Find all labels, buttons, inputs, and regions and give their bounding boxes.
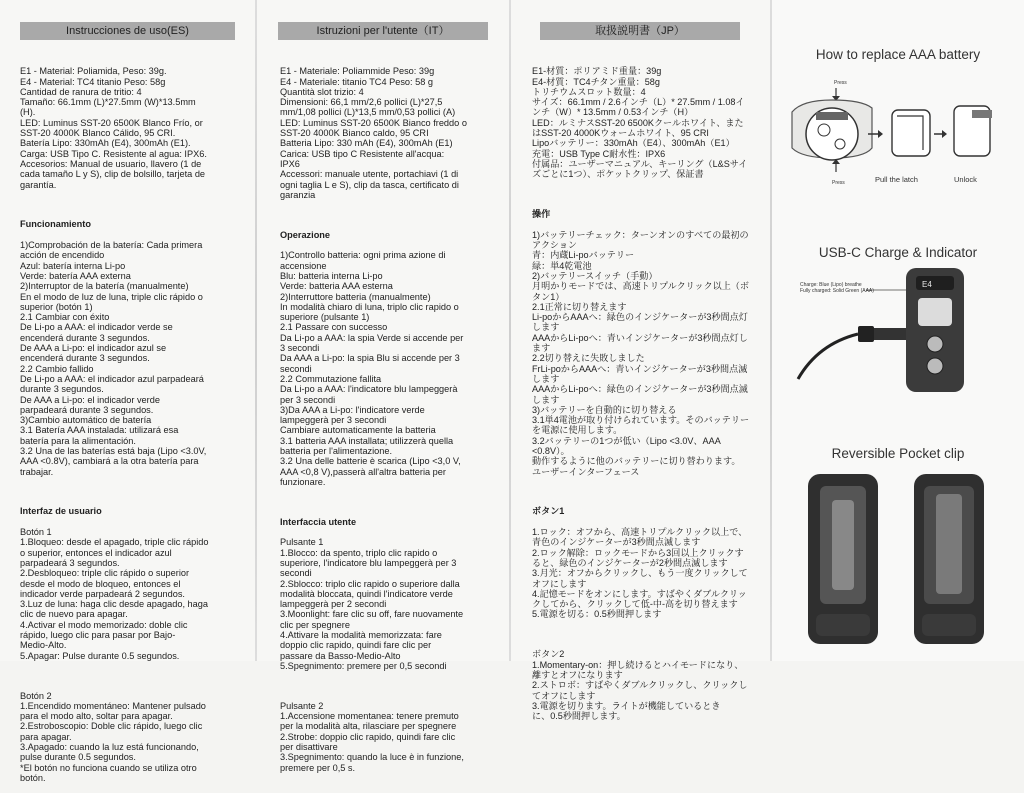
japanese-column [512,0,770,722]
usbc-section-title: USB-C Charge & Indicator [818,245,978,260]
it-op: 1)Controllo batteria: ogni prima azione di accensione Blu: batteria interna Li-po Verde: batteria AAA esterna 2)Interruttore batteria (manualmente) In modalità chiaro di luna, triplo clic rapido o superiore (pulsante 1) 2.1 Passare con successo Da Li-po a AAA: la spia Verde si accende per 3 secondi Da AAA a Li-po: la spia Blu si accende per 3 secondi 2.2 Commutazione fallita Da Li-po a AAA: l'indicatore blu lampeggerà per 3 secondi 3)Da AAA a Li-po: l'indicatore verde lampeggerà per 3 secondi Cambiare automaticamente la batteria 3.1 batteria AAA installata; utilizzerà quella batteria per l'alimentazione. 3.2 Una delle batterie è scarica (Lipo <3,0 V, AAA <0,8 V),passerà all'altra batteria per funzionare. [280,250,464,487]
jp-b1: 1.ロック：オフから、高速トリプルクリック以上で、 青色のインジケーターが3秒間点滅します 2.ロック解除：ロックモードから3回以上クリックす ると、緑色のインジケーターが2秒間点滅します 3.月光：オフからクリックし、もう一度クリックして オフにします 4.記憶モードをオンにします。すばやくダブルクリッ クしてから、クリックして低-中-高を切り替えます 5.電源を切る：0.5秒間押します [532,527,748,620]
fold-line [255,0,257,661]
usb-cable-wire [798,334,858,379]
button-2-icon [927,358,943,374]
jp-op-title: 操作 [532,209,551,220]
it-ui: Pulsante 1 1.Blocco: da spento, triplo clic rapido o superiore, l'indicatore blu lampeggerà per 3 secondi 2.Sblocco: triplo clic rapido o superiore dalla modalità bloccata, quindi l'indicatore verde lampeggerà per 2 secondi 3.Moonlight: fare clic su off, fare nuovamente clic per spegnere 4.Attivare la modalità memorizzata: fare doppio clic rapido, quindi fare clic per passare da Basso-Medio-Alto 5.Spegnimento: premere per 0,5 secondi [280,537,464,671]
es-func-title: Funcionamiento [20,219,91,230]
press-label-top: Press [834,80,847,86]
es-ui: Botón 1 1.Bloqueo: desde el apagado, triple clic rápido o superior, entonces el indicador azul parpadeará 3 segundos. 2.Desbloqueo: triple clic rápido o superior desde el modo de bloqueo, entonces el indicador verde parpadeará 2 segundos. 3.Luz de luna: haga clic desde apagado, haga clic de nuevo para apagar. 4.Activar el modo memorizado: doble clic rápido, luego clic para pasar por Bajo- Medio-Alto. 5.Apagar: Pulse durante 0.5 segundos. [20,527,209,661]
unlock-label: Unlock [954,175,977,184]
it-body [280,56,500,783]
jp-header: 取扱説明書（JP） [540,22,740,40]
it-button2: Pulsante 2 1.Accensione momentanea: tenere premuto per la modalità alta, rilasciare per spegnere 2.Strobe: doppio clic rapido, quindi fare clic per disattivare 3.Spegnimento: quando la luce è in funzione, premere per 0,5 s. [280,700,464,773]
clip-base-right [922,614,976,636]
es-header: Instrucciones de uso(ES) [20,22,235,40]
spanish-column [0,0,255,783]
button-1-icon [927,336,943,352]
clip-detail [936,494,962,594]
press-label-bottom: Press [832,180,845,186]
it-ui-title: Interfaccia utente [280,516,357,527]
charge-note-1: Charge: Blue (Lipo) breathe [800,282,862,288]
usb-cable-icon [858,326,874,342]
latch-icon [816,112,848,120]
arrow-head-icon [878,130,883,138]
device-model-label: E4 [922,280,932,289]
jp-body [532,56,762,732]
clip-detail [832,500,854,590]
jp-specs: E1-材質：ポリアミド重量：39g E4-材質：TC4チタン重量：58g トリチウムスロット数量：4 サイズ：66.1mm / 2.6インチ（L）* 27.5mm / 1.08イ ンチ（W）* 13.5mm / 0.53インチ（H） LED：ルミナスSST-20 6500Kクールホワイト、また はSST-20 4000Kウォームホワイト、95 CRI Lipoバッテリー：330mAh（E4）、300mAh（E1） 充電：USB Type C耐水性：IPX6 付属品：ユーザーマニュアル、キーリング（L&Sサイ ズごとに1つ）、ポケットクリップ、保証書 [532,66,748,180]
illustration-column [772,0,1024,661]
battery-replace-illustration [772,72,1024,190]
fold-line [509,0,511,661]
es-specs: E1 - Material: Poliamida, Peso: 39g. E4 - Material: TC4 titanio Peso: 58g Cantidad de ranura de tritio: 4 Tamaño: 66.1mm (L)*27.5mm (W)*13.5mm (H). LED: Luminus SST-20 6500K Blanco Frío, or SST-20 4000K Blanco Cálido, 95 CRI. Batería Lipo: 330mAh (E4), 300mAh (E1). Carga: USB Tipo C. Resistente al agua: IPX6. Accesorios: Manual de usuario, llavero (1 de cada tamaño L y S), clip de bolsillo, tarjeta de garantía. [20,66,207,190]
es-body [20,56,247,793]
jp-b1-title: ボタン1 [532,506,565,517]
it-header: Istruzioni per l'utente（IT） [278,22,488,40]
latch-icon [972,110,992,118]
usbc-charge-illustration [772,262,1024,412]
es-func: 1)Comprobación de la batería: Cada primera acción de encendido Azul: batería interna Li-po Verde: batería AAA externa 2)Interruptor de la batería (manualmente) En el modo de luz de luna, triple clic rápido o superior (botón 1) 2.1 Cambiar con éxito De Li-po a AAA: el indicador verde se encenderá durante 3 segundos. De AAA a Li-po: el indicador azul se encenderá durante 3 segundos. 2.2 Cambio fallido De Li-po a AAA: el indicador azul parpadeará durante 3 segundos. De AAA a Li-po: el indicador verde parpadeará durante 3 segundos. 3)Cambio automático de batería 3.1 Batería AAA instalada: utilizará esa batería para la alimentación. 3.2 Una de las baterías está baja (Lipo <3.0V, AAA <0.8V), cambiará a la otra batería para trabajar. [20,240,207,477]
open-flashlight-icon [892,110,930,156]
charge-note-2: Fully charged: Solid Green (AAA) [800,288,874,294]
it-op-title: Operazione [280,229,331,240]
usb-c-plug-icon [872,328,906,340]
jp-op: 1)バッテリーチェック：ターンオンのすべての最初の アクション 青：内蔵Li-poバッテリー 緑：単4乾電池 2)バッテリースイッチ（手動） 月明かりモードでは、高速トリプルクリック以上（ボ タン1） 2.1正常に切り替えます Li-poからAAAへ：緑色のインジケーターが3秒間点灯 します AAAからLi-poへ：青いインジケーターが3秒間点灯し ます 2.2切り替えに失敗しました FrLi-poからAAAへ：青いインジケーターが3秒間点滅 します AAAからLi-poへ：緑色のインジケーターが3秒間点滅 します 3)バッテリーを自動的に切り替える 3.1単4電池が取り付けられています。そのバッテリー を電源に使用します。 3.2バッテリーの1つが低い（Lipo <3.0V、AAA <0.8V）。 動作するように他のバッテリーに切り替わります。 ユーザーインターフェース [532,229,750,477]
battery-section-title: How to replace AAA battery [815,47,981,62]
es-button2: Botón 2 1.Encendido momentáneo: Mantener pulsado para el modo alto, soltar para apagar. 2.Estroboscopio: Doble clic rápido, luego clic para apagar. 3.Apagado: cuando la luz está funcionando, pulse durante 0.5 segundos. *El botón no funciona cuando se utiliza otro botón. [20,690,206,783]
arrow-head-icon [942,130,947,138]
clip-base-left [816,614,870,636]
jp-b2: ボタン2 1.Momentary-on：押し続けるとハイモードになり、 離すとオフになります 2.ストロボ：すばやくダブルクリックし、クリックし てオフにします 3.電源を切ります。ライトが機能しているとき に、0.5秒間押します。 [532,649,748,722]
led-window [918,298,952,326]
es-ui-title: Interfaz de usuario [20,506,102,517]
italian-column [258,0,508,773]
pull-latch-label: Pull the latch [875,175,918,184]
clip-section-title: Reversible Pocket clip [831,446,965,461]
pocket-clip-illustration [772,464,1024,654]
it-specs: E1 - Materiale: Poliammide Peso: 39g E4 - Materiale: titanio TC4 Peso: 58 g Quantità slot trizio: 4 Dimensioni: 66,1 mm/2,6 pollici (L)*27,5 mm/1,08 pollici (L)*13,5 mm/0,53 pollici (A) LED: Luminus SST-20 6500K Bianco freddo o SST-20 4000K Bianco caldo, 95 CRI Batteria Lipo: 330 mAh (E4), 300mAh (E1) Carica: USB tipo C Resistente all'acqua: IPX6 Accessori: manuale utente, portachiavi (1 di ogni taglia L e S), clip da tasca, certificato di garanzia [280,66,467,200]
